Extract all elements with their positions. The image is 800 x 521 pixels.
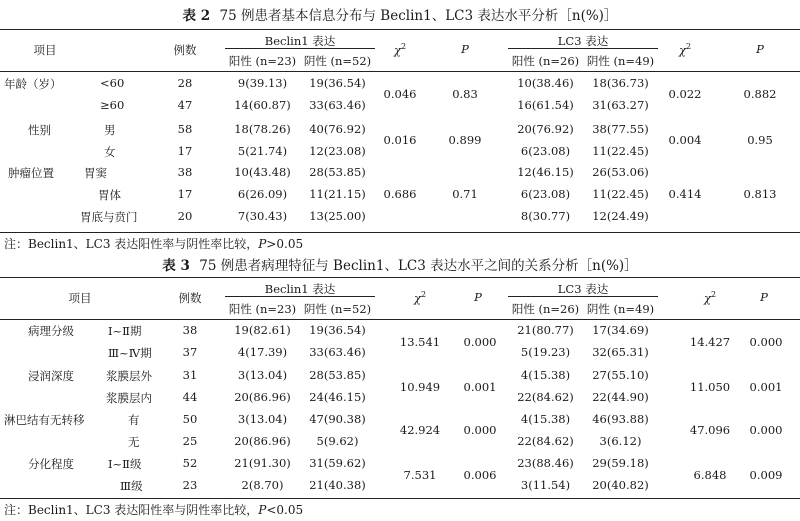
cell-count: 47 <box>177 98 193 112</box>
cell-beclin-negative: 21(40.38) <box>309 478 366 492</box>
table2-header-lc3-negative: 阴性 (n=49) <box>586 54 655 68</box>
cell-beclin-p-value: 0.000 <box>463 335 497 349</box>
cell-lc3-positive: 12(46.15) <box>517 165 574 179</box>
chi-symbol: χ <box>678 42 686 57</box>
table3-title-text: 75 例患者病理特征与 Beclin1、LC3 表达水平之间的关系分析［n(%)］ <box>199 258 638 274</box>
table2-note-p: P <box>258 237 267 251</box>
cell-lc3-positive: 21(80.77) <box>517 323 574 337</box>
cell-lc3-p-value: 0.813 <box>743 187 777 201</box>
cell-count: 37 <box>182 345 198 359</box>
table3-note-p: P <box>258 503 267 517</box>
cell-beclin-negative: 13(25.00) <box>309 209 366 223</box>
cell-lc3-positive: 4(15.38) <box>520 412 571 426</box>
row-subgroup-label: Ⅲ~Ⅳ期 <box>108 346 152 360</box>
row-group-label: 分化程度 <box>28 457 74 471</box>
table3-header-chi-beclin <box>400 290 440 305</box>
cell-lc3-p-value: 0.95 <box>747 133 773 147</box>
cell-beclin-negative: 11(21.15) <box>309 187 366 201</box>
cell-lc3-p-value: 0.000 <box>749 335 783 349</box>
table2-title-text: 75 例患者基本信息分布与 Beclin1、LC3 表达水平分析［n(%)］ <box>219 8 618 24</box>
row-group-label: 淋巴结有无转移 <box>4 413 85 427</box>
cell-lc3-chi-square: 11.050 <box>689 380 731 394</box>
row-subgroup-label: Ⅲ级 <box>120 479 143 493</box>
table2-header-p-beclin: P <box>461 42 469 56</box>
cell-lc3-positive: 16(61.54) <box>517 98 574 112</box>
chi-symbol: χ <box>413 290 421 305</box>
table3-note <box>4 501 303 518</box>
cell-lc3-negative: 11(22.45) <box>592 144 649 158</box>
cell-beclin-positive: 18(78.26) <box>234 122 291 136</box>
cell-beclin-chi-square: 10.949 <box>399 380 441 394</box>
cell-beclin-negative: 40(76.92) <box>309 122 366 136</box>
cell-beclin-chi-square: 7.531 <box>403 468 437 482</box>
cell-lc3-negative: 29(59.18) <box>592 456 649 470</box>
cell-count: 44 <box>182 390 198 404</box>
cell-lc3-negative: 46(93.88) <box>592 412 649 426</box>
table3-title-number: 表 3 <box>162 258 190 274</box>
cell-beclin-negative: 47(90.38) <box>309 412 366 426</box>
table2-header-lc3-positive: 阳性 (n=26) <box>511 54 580 68</box>
cell-beclin-p-value: 0.000 <box>463 423 497 437</box>
table3-title <box>0 254 800 274</box>
cell-beclin-chi-square: 0.686 <box>383 187 417 201</box>
row-subgroup-label: 男 <box>104 123 116 137</box>
cell-lc3-positive: 10(38.46) <box>517 76 574 90</box>
cell-count: 28 <box>177 76 193 90</box>
cell-count: 31 <box>182 368 198 382</box>
cell-beclin-negative: 19(36.54) <box>309 323 366 337</box>
row-subgroup-label: 女 <box>104 145 116 159</box>
cell-beclin-negative: 33(63.46) <box>309 345 366 359</box>
cell-beclin-positive: 7(30.43) <box>237 209 288 223</box>
cell-lc3-p-value: 0.009 <box>749 468 783 482</box>
cell-count: 58 <box>177 122 193 136</box>
cell-beclin-positive: 21(91.30) <box>234 456 291 470</box>
cell-beclin-positive: 10(43.48) <box>234 165 291 179</box>
cell-lc3-chi-square: 0.004 <box>668 133 702 147</box>
table2-header-count: 例数 <box>173 43 197 57</box>
row-subgroup-label: <60 <box>100 76 125 90</box>
cell-beclin-positive: 19(82.61) <box>234 323 291 337</box>
cell-lc3-positive: 6(23.08) <box>520 187 571 201</box>
cell-beclin-negative: 5(9.62) <box>316 434 359 448</box>
cell-count: 38 <box>177 165 193 179</box>
cell-lc3-negative: 32(65.31) <box>592 345 649 359</box>
row-subgroup-label: 浆膜层内 <box>106 391 152 405</box>
table2-bottom-rule <box>0 232 800 233</box>
table2-top-rule <box>0 29 800 30</box>
cell-beclin-positive: 6(26.09) <box>237 187 288 201</box>
cell-beclin-positive: 14(60.87) <box>234 98 291 112</box>
cell-lc3-p-value: 0.882 <box>743 87 777 101</box>
cell-lc3-negative: 38(77.55) <box>592 122 649 136</box>
cell-beclin-chi-square: 42.924 <box>399 423 441 437</box>
table3-top-rule <box>0 277 800 278</box>
row-subgroup-label: 浆膜层外 <box>106 369 152 383</box>
cell-lc3-negative: 27(55.10) <box>592 368 649 382</box>
cell-count: 50 <box>182 412 198 426</box>
cell-lc3-negative: 20(40.82) <box>592 478 649 492</box>
cell-lc3-negative: 11(22.45) <box>592 187 649 201</box>
row-group-label: 病理分级 <box>28 324 74 338</box>
cell-count: 38 <box>182 323 198 337</box>
cell-lc3-chi-square: 6.848 <box>693 468 727 482</box>
cell-beclin-negative: 28(53.85) <box>309 165 366 179</box>
cell-lc3-positive: 22(84.62) <box>517 390 574 404</box>
cell-count: 17 <box>177 187 193 201</box>
cell-beclin-negative: 24(46.15) <box>309 390 366 404</box>
chi-superscript: 2 <box>400 42 407 51</box>
table3-header-p-beclin: P <box>474 290 482 304</box>
cell-lc3-negative: 3(6.12) <box>599 434 642 448</box>
row-subgroup-label: 无 <box>128 435 140 449</box>
cell-beclin-positive: 5(21.74) <box>237 144 288 158</box>
table3-header-rule <box>0 319 800 320</box>
cell-beclin-p-value: 0.83 <box>452 87 478 101</box>
table3-header-lc3: LC3 表达 <box>557 282 609 296</box>
table2-header-beclin-positive: 阳性 (n=23) <box>228 54 297 68</box>
table2-header-chi-lc3 <box>665 42 705 57</box>
cell-lc3-negative: 26(53.06) <box>592 165 649 179</box>
row-subgroup-label: 有 <box>128 413 140 427</box>
table3-header-lc3-negative: 阴性 (n=49) <box>586 302 655 316</box>
table2-header-chi-beclin <box>380 42 420 57</box>
row-subgroup-label: 胃底与贲门 <box>80 210 138 224</box>
chi-symbol: χ <box>393 42 401 57</box>
cell-beclin-p-value: 0.006 <box>463 468 497 482</box>
cell-lc3-chi-square: 47.096 <box>689 423 731 437</box>
cell-lc3-p-value: 0.000 <box>749 423 783 437</box>
table3-bottom-rule <box>0 498 800 499</box>
chi-superscript: 2 <box>420 290 427 299</box>
row-group-label: 肿瘤位置 <box>8 166 54 180</box>
cell-beclin-p-value: 0.899 <box>448 133 482 147</box>
table2-title <box>0 4 800 24</box>
row-subgroup-label: 胃窦 <box>84 166 107 180</box>
table2-header-beclin: Beclin1 表达 <box>264 34 336 48</box>
table2-title-number: 表 2 <box>182 8 211 24</box>
cell-beclin-positive: 20(86.96) <box>234 390 291 404</box>
row-group-label: 浸润深度 <box>28 369 74 383</box>
cell-beclin-p-value: 0.001 <box>463 380 497 394</box>
row-group-label: 性别 <box>28 123 51 137</box>
cell-beclin-positive: 20(86.96) <box>234 434 291 448</box>
table2-header-lc3: LC3 表达 <box>557 34 609 48</box>
table2-header-item: 项目 <box>33 43 57 57</box>
cell-lc3-chi-square: 14.427 <box>689 335 731 349</box>
cell-count: 52 <box>182 456 198 470</box>
cell-lc3-negative: 17(34.69) <box>592 323 649 337</box>
cell-count: 20 <box>177 209 193 223</box>
cell-lc3-positive: 5(19.23) <box>520 345 571 359</box>
cell-lc3-negative: 31(63.27) <box>592 98 649 112</box>
cell-beclin-positive: 2(8.70) <box>241 478 284 492</box>
cell-lc3-positive: 4(15.38) <box>520 368 571 382</box>
cell-beclin-positive: 3(13.04) <box>237 368 288 382</box>
cell-count: 17 <box>177 144 193 158</box>
cell-lc3-chi-square: 0.022 <box>668 87 702 101</box>
table3-note-text: 注：Beclin1、LC3 表达阳性率与阴性率比较， <box>4 503 259 517</box>
table3-note-value: <0.05 <box>266 503 304 517</box>
row-subgroup-label: Ⅰ~Ⅱ级 <box>108 457 142 471</box>
row-subgroup-label: 胃体 <box>98 188 121 202</box>
table2-note-value: >0.05 <box>266 237 304 251</box>
cell-beclin-negative: 28(53.85) <box>309 368 366 382</box>
table3-header-lc3-positive: 阳性 (n=26) <box>511 302 580 316</box>
table3-header-p-lc3: P <box>760 290 768 304</box>
table3-header-chi-lc3 <box>690 290 730 305</box>
cell-lc3-chi-square: 0.414 <box>668 187 702 201</box>
row-subgroup-label: ≥60 <box>100 98 125 112</box>
row-subgroup-label: Ⅰ~Ⅱ期 <box>108 324 142 338</box>
cell-lc3-positive: 3(11.54) <box>520 478 571 492</box>
table3-header-count: 例数 <box>178 291 202 305</box>
chi-superscript: 2 <box>685 42 692 51</box>
cell-beclin-positive: 9(39.13) <box>237 76 288 90</box>
cell-beclin-chi-square: 0.016 <box>383 133 417 147</box>
cell-lc3-positive: 6(23.08) <box>520 144 571 158</box>
cell-beclin-negative: 19(36.54) <box>309 76 366 90</box>
cell-lc3-negative: 22(44.90) <box>592 390 649 404</box>
cell-beclin-negative: 12(23.08) <box>309 144 366 158</box>
cell-beclin-negative: 31(59.62) <box>309 456 366 470</box>
cell-beclin-negative: 33(63.46) <box>309 98 366 112</box>
cell-lc3-negative: 18(36.73) <box>592 76 649 90</box>
cell-count: 23 <box>182 478 198 492</box>
cell-beclin-chi-square: 0.046 <box>383 87 417 101</box>
chi-superscript: 2 <box>710 290 717 299</box>
table2-header-beclin-negative: 阴性 (n=52) <box>303 54 372 68</box>
table3-header-item: 项目 <box>68 291 92 305</box>
cell-lc3-positive: 23(88.46) <box>517 456 574 470</box>
cell-beclin-positive: 4(17.39) <box>237 345 288 359</box>
table2-header-p-lc3: P <box>756 42 764 56</box>
table2-note-text: 注：Beclin1、LC3 表达阳性率与阴性率比较， <box>4 237 259 251</box>
table2-note <box>4 235 303 252</box>
cell-beclin-chi-square: 13.541 <box>399 335 441 349</box>
cell-lc3-p-value: 0.001 <box>749 380 783 394</box>
table3-header-beclin: Beclin1 表达 <box>264 282 336 296</box>
cell-lc3-positive: 20(76.92) <box>517 122 574 136</box>
chi-symbol: χ <box>703 290 711 305</box>
table3-header-beclin-positive: 阳性 (n=23) <box>228 302 297 316</box>
cell-lc3-positive: 22(84.62) <box>517 434 574 448</box>
cell-beclin-p-value: 0.71 <box>452 187 478 201</box>
table3-header-beclin-negative: 阴性 (n=52) <box>303 302 372 316</box>
row-group-label: 年龄（岁） <box>4 77 62 91</box>
cell-count: 25 <box>182 434 198 448</box>
cell-beclin-positive: 3(13.04) <box>237 412 288 426</box>
cell-lc3-positive: 8(30.77) <box>520 209 571 223</box>
cell-lc3-negative: 12(24.49) <box>592 209 649 223</box>
table2-header-rule <box>0 71 800 72</box>
